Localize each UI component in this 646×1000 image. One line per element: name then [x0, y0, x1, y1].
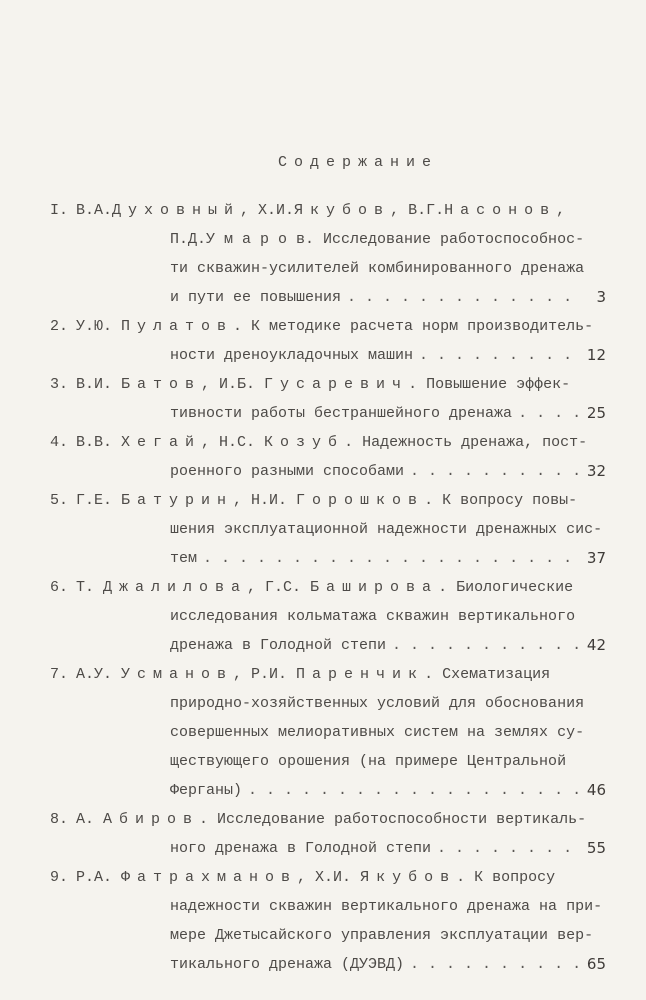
entry-title-line: дренажа в Голодной степи — [170, 637, 387, 654]
entry-authors-line — [50, 196, 630, 225]
entry-title-line: ного дренажа в Голодной степи — [170, 840, 432, 857]
page-number: 32 — [586, 462, 606, 480]
toc-entry — [50, 660, 630, 805]
entry-last-line — [50, 457, 606, 486]
entry-title-line: природно-хозяйственных условий для обоснования — [170, 695, 585, 712]
entry-number: 2. — [50, 318, 69, 335]
entry-last-line — [50, 631, 606, 660]
dot-leader — [437, 834, 578, 863]
entry-text: Т. — [76, 579, 104, 596]
author-surname: Абиров — [103, 811, 200, 828]
table-of-contents — [50, 196, 630, 979]
entry-number: 6. — [50, 579, 69, 596]
author-surname: Козуб — [264, 434, 345, 451]
entry-number: I. — [50, 202, 69, 219]
entry-authors-line — [50, 660, 630, 689]
dot-leader — [347, 283, 578, 312]
page-number: 25 — [586, 404, 606, 422]
author-surname: Батурин — [121, 492, 234, 509]
entry-text: , — [556, 202, 566, 219]
entry-text: . Биологические — [438, 579, 574, 596]
entry-title-line: тивности работы бестраншейного дренажа — [170, 405, 513, 422]
entry-text: . К вопросу повы- — [424, 492, 578, 509]
entry-text: . Схематизация — [424, 666, 551, 683]
entry-text: , И.Б. — [201, 376, 265, 393]
author-surname: Батов — [121, 376, 202, 393]
entry-title-line: ществующего орошения (на примере Центральной — [170, 753, 567, 770]
dot-leader — [392, 631, 578, 660]
author-surname: Горошков — [296, 492, 425, 509]
entry-last-line — [50, 283, 606, 312]
author-surname: Якубов — [294, 202, 391, 219]
author-surname: Фатрахманов — [121, 869, 298, 886]
entry-text: , Н.С. — [201, 434, 265, 451]
toc-entry — [50, 805, 630, 863]
author-surname: Духовный — [112, 202, 241, 219]
entry-authors-line — [50, 486, 630, 515]
author-surname: Джалилова — [103, 579, 248, 596]
author-surname: Паренчик — [296, 666, 425, 683]
entry-title-line: шения эксплуатационной надежности дренажных сис- — [170, 521, 603, 538]
dot-leader — [410, 457, 578, 486]
entry-last-line — [50, 950, 606, 979]
entry-title-line: мере Джетысайского управления эксплуатации вер- — [170, 927, 594, 944]
toc-entry — [50, 428, 630, 486]
entry-authors-line — [50, 312, 630, 341]
author-surname: Пулатов — [121, 318, 234, 335]
toc-entry — [50, 863, 630, 979]
entry-text: В.В. — [76, 434, 122, 451]
dot-leader — [419, 341, 578, 370]
entry-text: , Х.И. — [240, 202, 295, 219]
page-number: 3 — [596, 288, 606, 306]
toc-entry — [50, 370, 630, 428]
entry-text: В.А. — [76, 202, 113, 219]
page-number: 37 — [586, 549, 606, 567]
entry-number: 9. — [50, 869, 69, 886]
entry-last-line — [50, 341, 606, 370]
toc-title: Содержание — [278, 154, 439, 171]
entry-authors-line — [50, 370, 630, 399]
page-number: 42 — [586, 636, 606, 654]
entry-text: , Х.И. — [297, 869, 361, 886]
entry-authors-line — [50, 805, 630, 834]
entry-title-line: П.Д.У м а р о в. Исследование работоспособнос- — [170, 231, 585, 248]
entry-title-line: совершенных мелиоративных систем на землях су- — [170, 724, 585, 741]
entry-text: В.И. — [76, 376, 122, 393]
entry-title-line: тикального дренажа (ДУЭВД) — [170, 956, 405, 973]
entry-text: А.У. — [76, 666, 122, 683]
toc-entry — [50, 196, 630, 312]
entry-authors-line — [50, 573, 630, 602]
author-surname: Усманов — [121, 666, 234, 683]
toc-entry — [50, 486, 630, 573]
dot-leader — [248, 776, 578, 805]
page-number: 55 — [586, 839, 606, 857]
entry-number: 7. — [50, 666, 69, 683]
entry-last-line — [50, 776, 606, 805]
dot-leader — [518, 399, 578, 428]
entry-title-line: тем — [170, 550, 198, 567]
page-number: 12 — [586, 346, 606, 364]
entry-text: , Н.И. — [233, 492, 297, 509]
entry-title-line: Ферганы) — [170, 782, 243, 799]
entry-title-line: ности дреноукладочных машин — [170, 347, 414, 364]
entry-text: Р.А. — [76, 869, 122, 886]
entry-authors-line — [50, 863, 630, 892]
entry-number: 4. — [50, 434, 69, 451]
author-surname: Хегай — [121, 434, 202, 451]
entry-text: . К вопросу — [456, 869, 556, 886]
author-surname: Якубов — [360, 869, 457, 886]
dot-leader — [203, 544, 578, 573]
entry-title-line: ти скважин-усилителей комбинированного дренажа — [170, 260, 585, 277]
page-number: 46 — [586, 781, 606, 799]
entry-last-line — [50, 399, 606, 428]
toc-entry — [50, 312, 630, 370]
entry-text: А. — [76, 811, 104, 828]
entry-number: 8. — [50, 811, 69, 828]
entry-authors-line — [50, 428, 630, 457]
entry-title-line: надежности скважин вертикального дренажа на при- — [170, 898, 603, 915]
entry-text: , Р.И. — [233, 666, 297, 683]
entry-text: . Исследование работоспособности вертикаль- — [199, 811, 587, 828]
entry-text: , Г.С. — [247, 579, 311, 596]
entry-title-line: и пути ее повышения — [170, 289, 342, 306]
entry-number: 3. — [50, 376, 69, 393]
entry-text: , В.Г. — [390, 202, 445, 219]
entry-text: . Надежность дренажа, пост- — [344, 434, 588, 451]
toc-entry — [50, 573, 630, 660]
entry-last-line — [50, 544, 606, 573]
dot-leader — [410, 950, 578, 979]
entry-number: 5. — [50, 492, 69, 509]
entry-title-line: исследования кольматажа скважин вертикального — [170, 608, 576, 625]
page-number: 65 — [586, 955, 606, 973]
entry-text: . К методике расчета норм производитель- — [233, 318, 594, 335]
author-surname: Баширова — [310, 579, 439, 596]
author-surname: Гусаревич — [264, 376, 409, 393]
entry-text: У.Ю. — [76, 318, 122, 335]
entry-title-line: роенного разными способами — [170, 463, 405, 480]
author-surname: Насонов — [444, 202, 557, 219]
entry-text: Г.Е. — [76, 492, 122, 509]
entry-text: . Повышение эффек- — [408, 376, 571, 393]
entry-last-line — [50, 834, 606, 863]
